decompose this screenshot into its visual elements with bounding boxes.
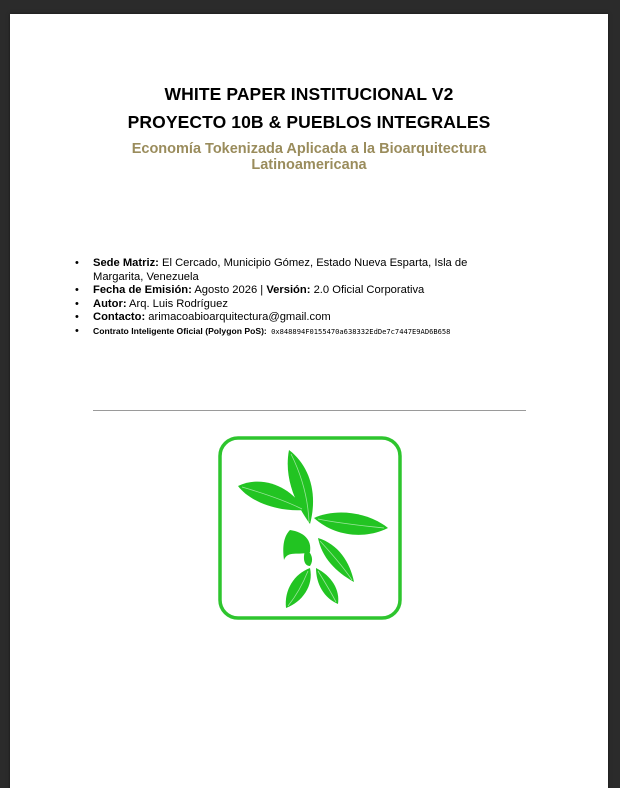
- fecha-value: Agosto 2026 |: [191, 284, 267, 296]
- contrato-value: 0x848894F0155470a638332EdDe7c7447E9AD6B658: [266, 326, 451, 336]
- info-item-contacto: [74, 311, 514, 325]
- document-title-line1: WHITE PAPER INSTITUCIONAL V2: [164, 84, 454, 104]
- document-page: [10, 14, 608, 788]
- info-item-autor: [74, 298, 514, 312]
- info-item-sede: [74, 257, 514, 284]
- subtitle-line2: Latinoamericana: [251, 157, 367, 173]
- document-title-line2: PROYECTO 10B & PUEBLOS INTEGRALES: [127, 112, 491, 132]
- autor-value: Arq. Luis Rodríguez: [126, 297, 228, 310]
- document-subtitle: [10, 141, 608, 173]
- sede-value: El Cercado, Municipio Gómez, Estado Nueva Esparta, Isla de Margarita, Venezuela: [93, 257, 468, 283]
- sede-label: Sede Matriz:: [93, 257, 159, 269]
- contrato-label: Contrato Inteligente Oficial (Polygon PoS):: [93, 325, 267, 336]
- info-list: [74, 257, 514, 338]
- green-leaves-logo-icon: [218, 436, 402, 620]
- info-item-contrato: [74, 325, 514, 339]
- horizontal-divider: [93, 410, 526, 411]
- fecha-label: Fecha de Emisión:: [93, 284, 192, 296]
- contacto-value: arimacoabioarquitectura@gmail.com: [145, 311, 331, 323]
- info-item-fecha: [74, 284, 514, 298]
- version-label: Versión:: [266, 284, 311, 296]
- contacto-label: Contacto:: [93, 311, 146, 323]
- subtitle-line1: Economía Tokenizada Aplicada a la Bioarquitectura: [131, 141, 487, 157]
- version-value: 2.0 Oficial Corporativa: [310, 284, 425, 296]
- autor-label: Autor:: [93, 297, 127, 310]
